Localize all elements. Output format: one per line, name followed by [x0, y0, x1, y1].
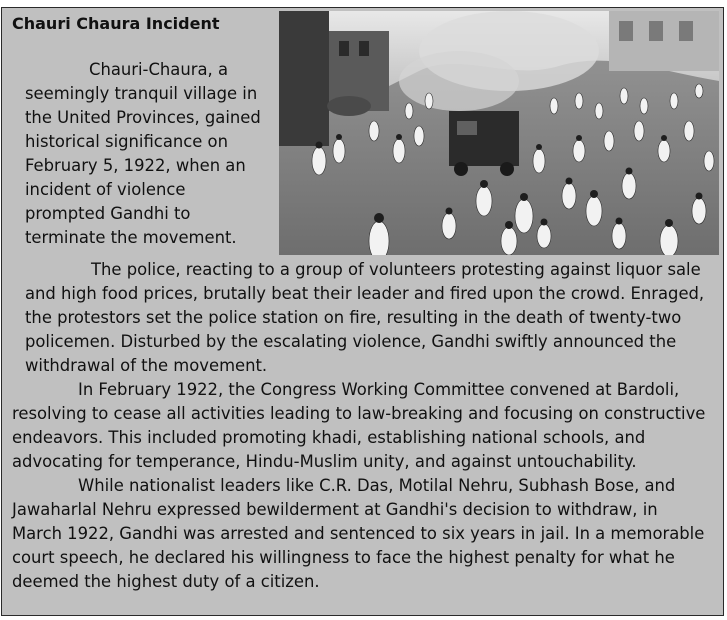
intro-text: Chauri-Chaura, a seemingly tranquil village in the United Provinces, gained historical significance on February 5, 1922, when an incident of violence prompted Gandhi to terminate the movement.	[25, 60, 261, 247]
historical-photo	[279, 11, 719, 255]
paragraph-gandhi-arrest	[12, 474, 712, 594]
crowd-scene-image	[279, 11, 719, 255]
article-body	[12, 258, 712, 594]
paragraph-text: While nationalist leaders like C.R. Das, Motilal Nehru, Subhash Bose, and Jawaharlal Nehru expressed bewilderment at Gandhi's decision to withdraw, in March 1922, Gandhi was arrested and sentenced to six years in jail. In a memorable court speech, he declared his willingness to face the highest penalty for what he deemed the highest duty of a citizen.	[12, 476, 705, 591]
paragraph-text: In February 1922, the Congress Working Committee convened at Bardoli, resolving to cease all activities leading to law-breaking and focusing on constructive endeavors. This included promoting khadi, establishing national schools, and advocating for temperance, Hindu-Muslim unity, and against untouchability.	[12, 380, 706, 471]
paragraph-bardoli-resolution	[12, 378, 712, 474]
paragraph-text: The police, reacting to a group of volunteers protesting against liquor sale and high food prices, brutally beat their leader and fired upon the crowd. Enraged, the protestors set the police station on fire, resulting in the death of twenty-two policemen. Disturbed by the escalating violence, Gandhi swiftly announced the withdrawal of the movement.	[25, 260, 705, 375]
paragraph-police-incident	[12, 258, 712, 378]
intro-paragraph	[25, 58, 270, 250]
page-title: Chauri Chaura Incident	[12, 14, 220, 33]
